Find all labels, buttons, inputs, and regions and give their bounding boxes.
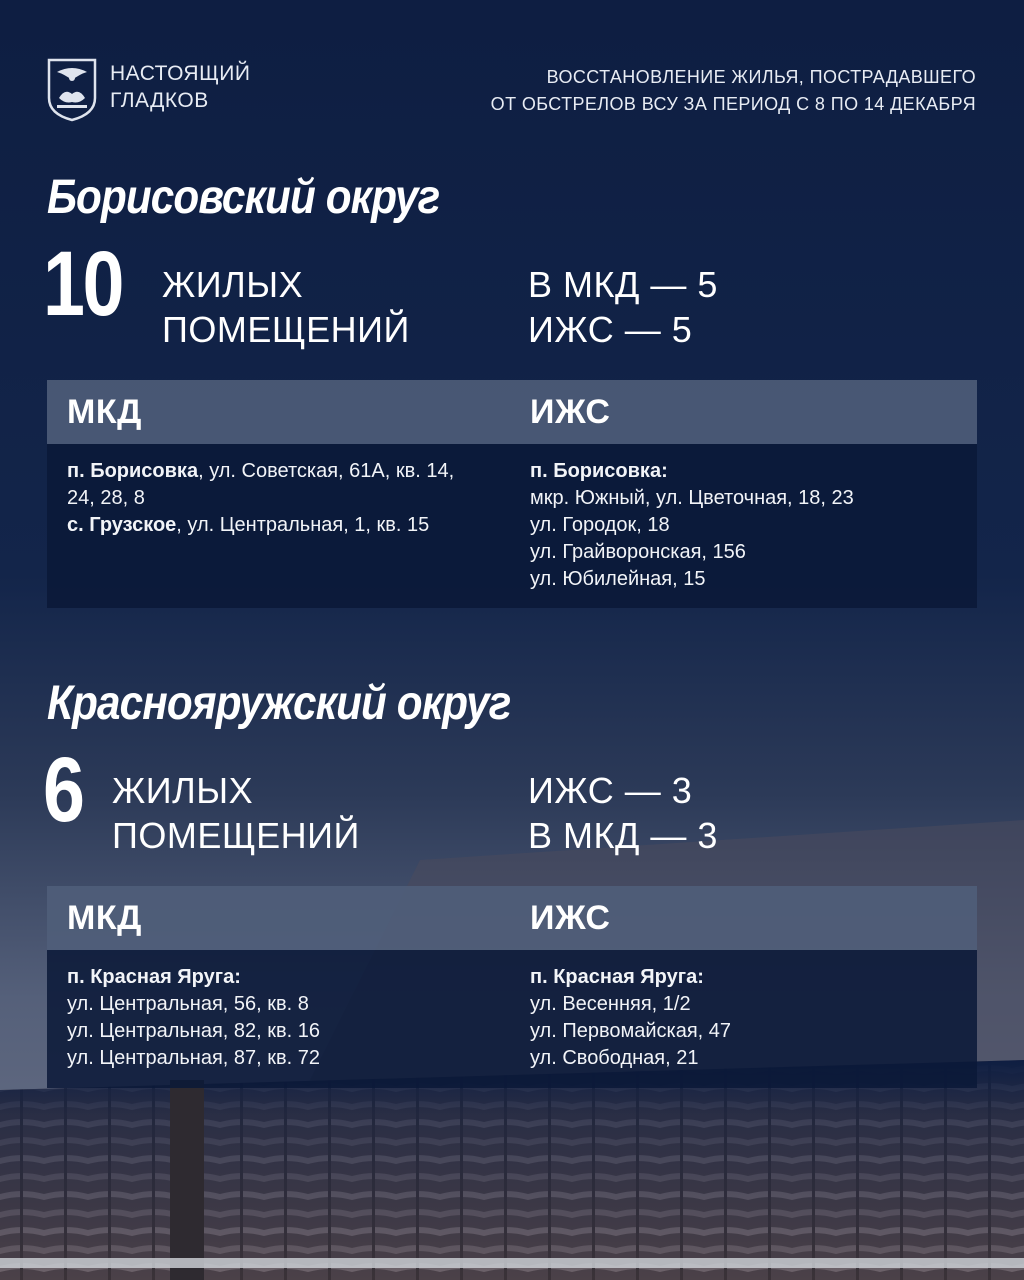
list-item: мкр. Южный, ул. Цветочная, 18, 23 [530,487,854,509]
header-title [491,64,976,118]
dwelling-count: 6 [43,739,83,841]
district-title: Борисовский округ [47,171,440,224]
units-line-1: ЖИЛЫХ [112,770,254,811]
split-line-2: В МКД — 3 [528,815,718,856]
split-line-1: ИЖС — 3 [528,770,693,811]
list-item: ул. Центральная, 87, кв. 72 [67,1047,321,1069]
brand-name [110,60,250,114]
column-header-mkd: МКД [67,393,142,431]
dwelling-units-label [112,768,360,858]
split-line-2: ИЖС — 5 [528,309,693,350]
list-item: 24, 28, 8 [67,487,145,509]
address-list-mkd [67,964,320,1072]
list-item: ул. Городок, 18 [530,514,670,536]
units-line-1: ЖИЛЫХ [162,264,304,305]
list-item: п. Борисовка, ул. Советская, 61А, кв. 14, [67,460,455,482]
table-header [47,380,977,444]
address-list-mkd [67,458,454,539]
dwelling-count: 10 [43,233,123,335]
table-header [47,886,977,950]
column-header-izhs: ИЖС [530,393,611,431]
column-header-mkd: МКД [67,899,142,937]
brand-line-1: НАСТОЯЩИЙ [110,62,251,85]
housing-split [528,262,718,352]
column-header-izhs: ИЖС [530,899,611,937]
table-body [47,444,977,608]
coat-of-arms-icon [47,58,97,122]
list-item: п. Красная Яруга: [67,966,241,988]
housing-split [528,768,718,858]
address-list-izhs [530,964,731,1072]
dwelling-units-label [162,262,410,352]
header-line-2: ОТ ОБСТРЕЛОВ ВСУ ЗА ПЕРИОД С 8 ПО 14 ДЕКАБРЯ [490,94,976,114]
list-item: ул. Свободная, 21 [530,1047,699,1069]
district-title: Краснояружский округ [47,677,511,730]
brand-line-2: ГЛАДКОВ [110,89,209,112]
units-line-2: ПОМЕЩЕНИЙ [162,309,410,350]
list-item: с. Грузское, ул. Центральная, 1, кв. 15 [67,514,430,536]
header-line-1: ВОССТАНОВЛЕНИЕ ЖИЛЬЯ, ПОСТРАДАВШЕГО [546,67,976,87]
list-item: ул. Первомайская, 47 [530,1020,732,1042]
list-item: п. Красная Яруга: [530,966,704,988]
split-line-1: В МКД — 5 [528,264,718,305]
list-item: п. Борисовка: [530,460,668,482]
list-item: ул. Юбилейная, 15 [530,568,706,590]
list-item: ул. Центральная, 82, кв. 16 [67,1020,321,1042]
list-item: ул. Весенняя, 1/2 [530,993,691,1015]
units-line-2: ПОМЕЩЕНИЙ [112,815,360,856]
address-list-izhs [530,458,854,593]
table-body [47,950,977,1088]
list-item: ул. Грайворонская, 156 [530,541,746,563]
list-item: ул. Центральная, 56, кв. 8 [67,993,309,1015]
